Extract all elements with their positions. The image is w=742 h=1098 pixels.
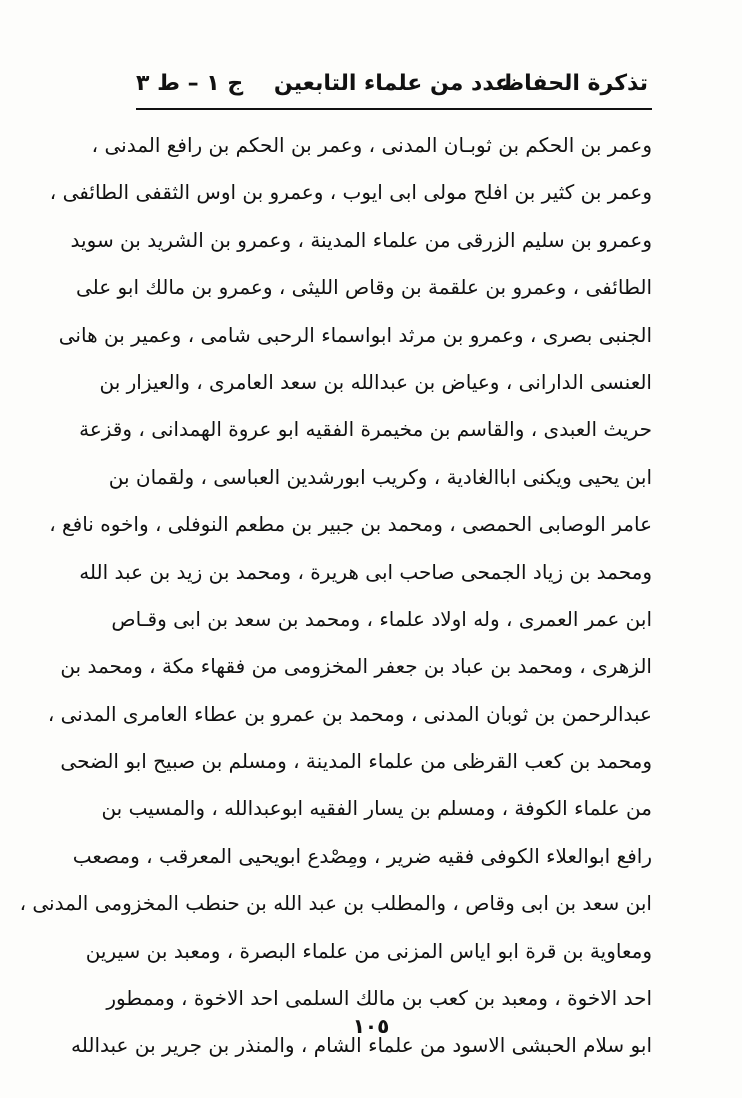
text-line: ابن عمر العمرى ، وله اولاد علماء ، ومحمد بن سعد بن ابى وقـاص: [111, 606, 652, 631]
text-line: ابو سلام الحبشى الاسود من علماء الشام ، والمنذر بن جرير بن عبدالله: [71, 1033, 652, 1058]
text-line: حريث العبدى ، والقاسم بن مخيمرة الفقيه ابو عروة الهمدانى ، وقزعة: [79, 417, 652, 442]
text-line: ومعاوية بن قرة ابو اياس المزنى من علماء البصرة ، ومعبد بن سيرين: [85, 938, 652, 963]
text-line: ومحمد بن زياد الجمحى صاحب ابى هريرة ، ومحمد بن زيد بن عبد الله: [79, 559, 652, 584]
text-line: الجنبى بصرى ، وعمرو بن مرثد ابواسماء الرحبى شامى ، وعمير بن هانى: [58, 322, 652, 347]
text-line: وعمر بن كثير بن افلح مولى ابى ايوب ، وعمرو بن اوس الثقفى الطائفى ،: [49, 180, 652, 205]
book-title: تذكرة الحفاظ: [501, 71, 648, 96]
volume-label: ج ١ – ط ٣: [136, 71, 244, 96]
text-line: احد الاخوة ، ومعبد بن كعب بن مالك السلمى احد الاخوة ، وممطور: [106, 986, 652, 1011]
text-line: عامر الوصابى الحمصى ، ومحمد بن جبير بن مطعم النوفلى ، واخوه نافع ،: [49, 512, 652, 537]
running-header: [136, 66, 648, 106]
header-rule: [136, 108, 652, 110]
text-line: وعمر بن الحكم بن ثوبـان المدنى ، وعمر بن الحكم بن رافع المدنى ،: [91, 133, 652, 157]
text-line: ابن سعد بن ابى وقاص ، والمطلب بن عبد الله بن حنطب المخزومى المدنى ،: [19, 891, 652, 916]
text-line: عبدالرحمن بن ثوبان المدنى ، ومحمد بن عمرو بن عطاء العامرى المدنى ،: [47, 701, 652, 726]
body-text: [19, 122, 652, 1070]
text-line: ومحمد بن كعب القرظى من علماء المدينة ، ومسلم بن صبيح ابو الضحى: [60, 749, 652, 774]
text-line: وعمرو بن سليم الزرقى من علماء المدينة ، وعمرو بن الشريد بن سويد: [70, 227, 652, 252]
text-line: من علماء الكوفة ، ومسلم بن يسار الفقيه ابوعبدالله ، والمسيب بن: [101, 796, 652, 821]
text-line: الطائفى ، وعمرو بن علقمة بن وقاص الليثى ، وعمرو بن مالك ابو على: [75, 275, 652, 300]
text-line: العنسى الدارانى ، وعياض بن عبدالله بن سعد العامرى ، والعيزار بن: [99, 369, 652, 394]
text-line: الزهرى ، ومحمد بن عباد بن جعفر المخزومى من فقهاء مكة ، ومحمد بن: [60, 654, 652, 679]
text-line: رافع ابوالعلاء الكوفى فقيه ضرير ، ومِصْدع ابويحيى المعرقب ، ومصعب: [72, 843, 652, 868]
section-title: عدد من علماء التابعين: [273, 71, 511, 96]
text-line: ابن يحيى ويكنى اباالغادية ، وكريب ابورشدين العباسى ، ولقمان بن: [108, 464, 652, 489]
page-number: ١٠٥: [352, 1014, 390, 1038]
